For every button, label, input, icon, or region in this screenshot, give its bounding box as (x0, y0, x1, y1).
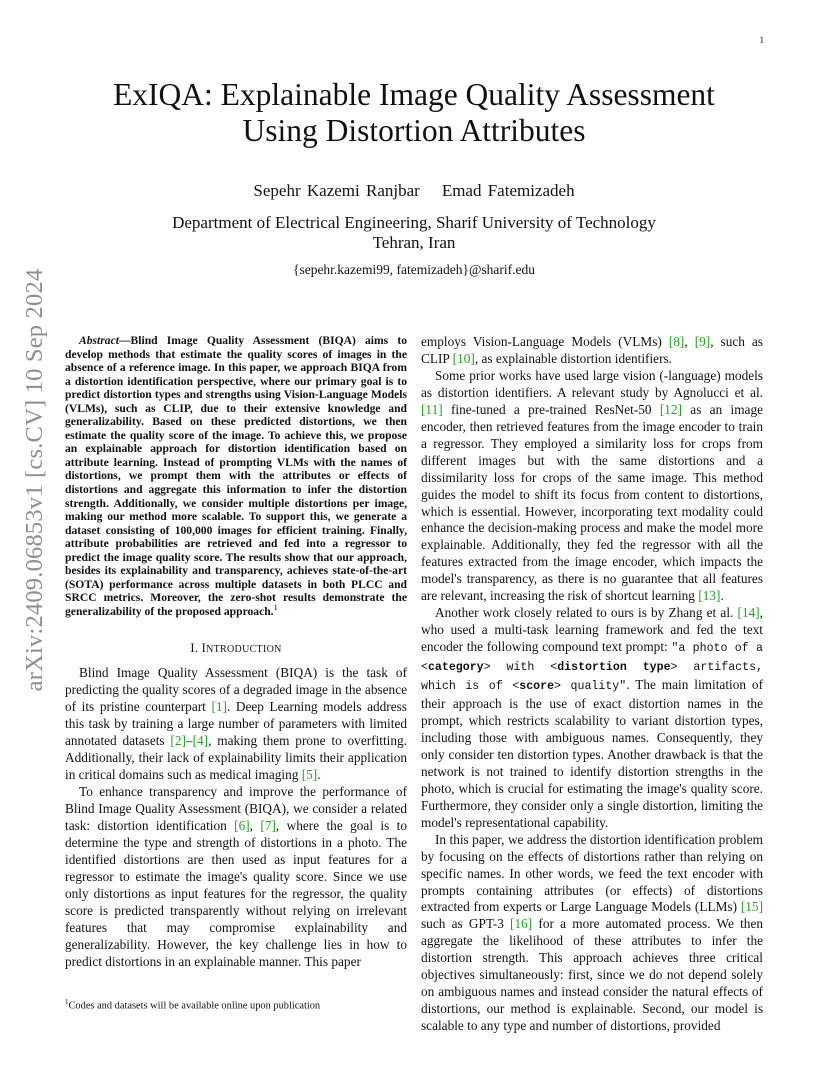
citation-link[interactable]: [11] (421, 401, 443, 417)
affiliation-line: Tehran, Iran (372, 233, 456, 252)
section-title-rest: NTRODUCTION (206, 644, 282, 656)
author-email: {sepehr.kazemi99, fatemizadeh}@sharif.edu (292, 262, 536, 277)
prompt-text: "a photo of a < (421, 642, 763, 675)
page-number: 1 (759, 35, 764, 45)
paragraph-text: for a more automated process. We then aggregate the likelihood of these attributes to infer the distortion strength. This approach achieves three critical objectives simultaneously: first, since we do not depend solely on ambiguous names and instead consider the natural effects of distortions, our method is explainable. Second, our model is scalable to any type and number of distortions, provided (421, 916, 763, 1034)
arxiv-stamp-text: arXiv:2409.06853v1 [cs.CV] 10 Sep 2024 (21, 268, 48, 692)
citation-link[interactable]: [14] (737, 605, 760, 621)
right-column (421, 334, 763, 1035)
paragraph-text: employs Vision-Language Models (VLMs) (421, 334, 669, 349)
paragraph-text: , such as CLIP (421, 334, 763, 366)
author-list (80, 181, 748, 201)
paragraph-text: , making them prone to overfitting. Additionally, their lack of explainability limits their application in critical domains such as medical imaging (65, 733, 407, 783)
paragraph (421, 605, 763, 831)
citation-link[interactable]: [4] (192, 733, 209, 749)
abstract-dash: — (118, 334, 131, 347)
citation-separator: – (185, 733, 193, 749)
paragraph-text: such as GPT-3 (421, 916, 511, 932)
prompt-text: > quality" (554, 680, 627, 694)
citation-link[interactable]: [9] (694, 334, 711, 349)
author-name: Sepehr Kazemi Ranjbar (253, 181, 420, 200)
paragraph-text: , who used a multi-task learning framework and fed the text encoder the following compound text prompt: (421, 605, 763, 655)
paragraph-text: . (720, 588, 724, 604)
citation-link[interactable]: [6] (234, 818, 250, 834)
paragraph (421, 832, 763, 1035)
paragraph-text: . The main limitation of their approach is the use of exact distortion names in the prompt, which restricts scalability to variant distortion types, including those with ambiguous names. Consequently, they only consider ten distortion types. Another drawback is that the network is not trained to identify distortion strengths in the photo, which is crucial for estimating the image's quality score. Furthermore, they consider only a single distortion, limiting the model's representational capability. (421, 677, 763, 830)
author-name: Emad Fatemizadeh (441, 181, 575, 200)
abstract (65, 334, 407, 618)
citation-link[interactable]: [15] (740, 899, 763, 915)
affiliation (80, 213, 748, 253)
left-column (65, 334, 407, 971)
paper-title: ExIQA: Explainable Image Quality Assessment Using Distortion Attributes (113, 77, 715, 148)
citation-separator: , (684, 334, 695, 349)
section-number: I. (190, 641, 199, 656)
prompt-text: > artifacts, which is of < (421, 661, 763, 694)
section-heading (65, 640, 407, 659)
affiliation-line: Department of Electrical Engineering, Sharif University of Technology (172, 213, 656, 232)
citation-separator: , (249, 818, 261, 834)
citation-link[interactable]: [16] (510, 916, 533, 932)
prompt-placeholder: score (519, 680, 555, 694)
citation-link[interactable]: [5] (301, 767, 318, 783)
citation-link[interactable]: [13] (698, 588, 721, 604)
paragraph-text: as an image encoder, then retrieved features from the image encoder to train a regressor. They employed a similarity loss for crops from different images but with the same distortions and a dissimilarity loss for crops of the same image. This method guides the model to shift its focus from content to distortions, which is essential. However, incorporating text modality could enhance the decision-making process and make the model more explainable. Additionally, they fed the regressor with all the features extracted from the image encoder, which impacts the model's transparency, as there is no guarantee that all features are relevant, increasing the risk of shortcut learning (421, 401, 763, 604)
paragraph-text: In this paper, we address the distortion identification problem by focusing on the effects of distortions rather than relying on specific names. In other words, we feed the text encoder with prompts containing attributes (or effects) of distortions extracted from experts or Large Language Models (LLMs) (421, 831, 763, 915)
footnote-text: Codes and datasets will be available online upon publication (68, 1000, 321, 1012)
footnote-mark: 1 (65, 998, 69, 1006)
paragraph (65, 784, 407, 970)
citation-link[interactable]: [2] (170, 733, 186, 749)
section-title-initial: I (201, 641, 207, 656)
abstract-text: Blind Image Quality Assessment (BIQA) aims to develop methods that estimate the quality scores of images in the absence of a reference image. In this paper, we approach BIQA from a distortion identification perspective, where our primary goal is to predict distortion types and strengths using Vision-Language Models (VLMs), such as CLIP, due to their extensive knowledge and generalizability. Based on these predicted distortions, we then estimate the quality score of the image. To achieve this, we propose an explainable approach for distortion identification based on attribute learning. Instead of prompting VLMs with the names of distortions, we prompt them with the attributes or effects of distortions and aggregate this information to infer the distortion strength. Additionally, we consider multiple distortions per image, making our method more scalable. To support this, we generate a dataset consisting of 100,000 images for efficient training. Finally, attribute probabilities are retrieved and fed into a regressor to predict the image quality score. The results show that our approach, besides its explainability and transparency, achieves state-of-the-art (SOTA) performance across multiple datasets in both PLCC and SRCC metrics. Moreover, the zero-shot results demonstrate the generalizability of the proposed approach. (65, 334, 407, 618)
paragraph-text: Blind Image Quality Assessment (BIQA) is the task of predicting the quality scores of a degraded image in the absence of its pristine counterpart (65, 665, 407, 715)
arxiv-stamp (14, 268, 56, 692)
citation-link[interactable]: [1] (211, 699, 227, 715)
paragraph-text: Another work closely related to ours is by Zhang et al. (435, 605, 738, 621)
paragraph (421, 334, 763, 368)
paragraph-text: , where the goal is to determine the type and strength of distortions in a photo. The identified distortions are then used as input features for a regressor to estimate the image's quality score. Since we use only distortions as input features for the regressor, the quality score is predicted transparently without relying on irrelevant features that may compromise explainability and generalizability. However, the key challenge lies in how to predict distortions in an explainable manner. This paper (65, 818, 408, 969)
citation-link[interactable]: [12] (659, 401, 683, 417)
paragraph (65, 665, 407, 784)
citation-link[interactable]: [7] (260, 818, 276, 834)
paragraph-text: , as explainable distortion identifiers. (474, 350, 672, 366)
prompt-placeholder: category (427, 661, 484, 675)
paragraph-text: Some prior works have used large vision (-language) models as distortion identifiers. A relevant study by Agnolucci et al. (421, 367, 763, 400)
citation-link[interactable]: [8] (668, 334, 685, 349)
footnote-link[interactable]: 1 (273, 603, 278, 613)
paragraph-text: To enhance transparency and improve the performance of Blind Image Quality Assessment (BIQA), we consider a related task: distortion identification (65, 784, 407, 834)
citation-link[interactable]: [10] (452, 350, 475, 366)
paragraph-text: . (317, 767, 321, 783)
footnote (65, 998, 407, 1011)
paragraph (421, 368, 763, 605)
paragraph-text: . Deep Learning models address this task by training a large number of parameters with limited annotated datasets (65, 699, 407, 749)
paragraph-text: fine-tuned a pre-trained ResNet-50 (442, 401, 660, 417)
prompt-text: > with < (483, 661, 558, 675)
prompt-placeholder: distortion type (557, 661, 671, 675)
abstract-label: Abstract (79, 334, 119, 347)
